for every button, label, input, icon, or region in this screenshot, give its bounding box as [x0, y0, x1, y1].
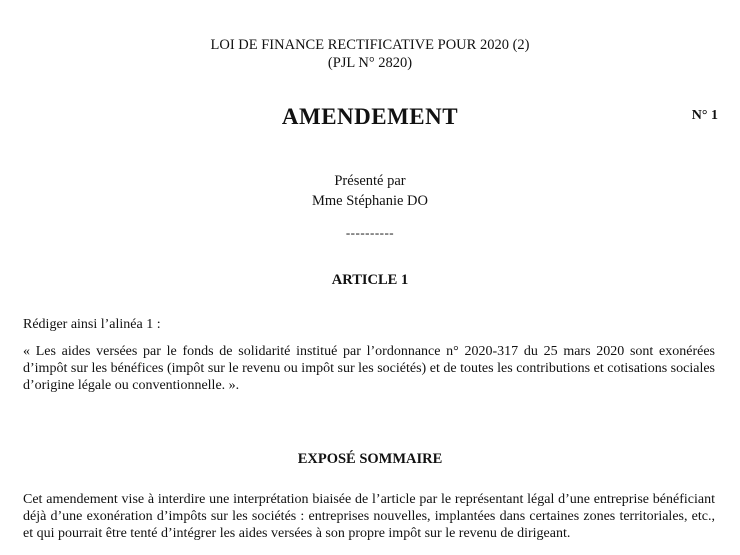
article-text: « Les aides versées par le fonds de solidarité institué par l’ordonnance n° 2020-317 du 25 mars 2020 sont exonérées d’impôt sur les bénéfices (impôt sur le revenu ou impôt sur les sociétés) et de toutes les contributions et cotisations sociales d’origine légale ou conventionnelle. ».: [23, 344, 715, 393]
presented-by-label: Présenté par: [334, 173, 406, 189]
expose-text: Cet amendement vise à interdire une interprétation biaisée de l’article par le représentant légal d’une entreprise bénéficiant déjà d’une exonération d’impôts sur les sociétés : entreprises nouvelles, implantées dans certaines zones territoriales, etc., et qui pourrait être tenté d’intégrer les aides versées à son propre impôt sur le revenu de dirigeant.: [23, 492, 715, 541]
amendment-number: N° 1: [691, 108, 718, 123]
amendment-title: AMENDEMENT: [281, 104, 459, 129]
article-title: ARTICLE 1: [331, 272, 409, 288]
separator-line: ----------: [345, 225, 395, 240]
law-title: LOI DE FINANCE RECTIFICATIVE POUR 2020 (2): [210, 37, 530, 53]
author-name: Mme Stéphanie DO: [312, 193, 428, 209]
bill-reference: (PJL N° 2820): [327, 55, 413, 71]
article-instruction: Rédiger ainsi l’alinéa 1 :: [23, 317, 161, 332]
expose-title: EXPOSÉ SOMMAIRE: [297, 451, 443, 467]
document-header: [0, 36, 740, 72]
author-block: [0, 171, 740, 211]
